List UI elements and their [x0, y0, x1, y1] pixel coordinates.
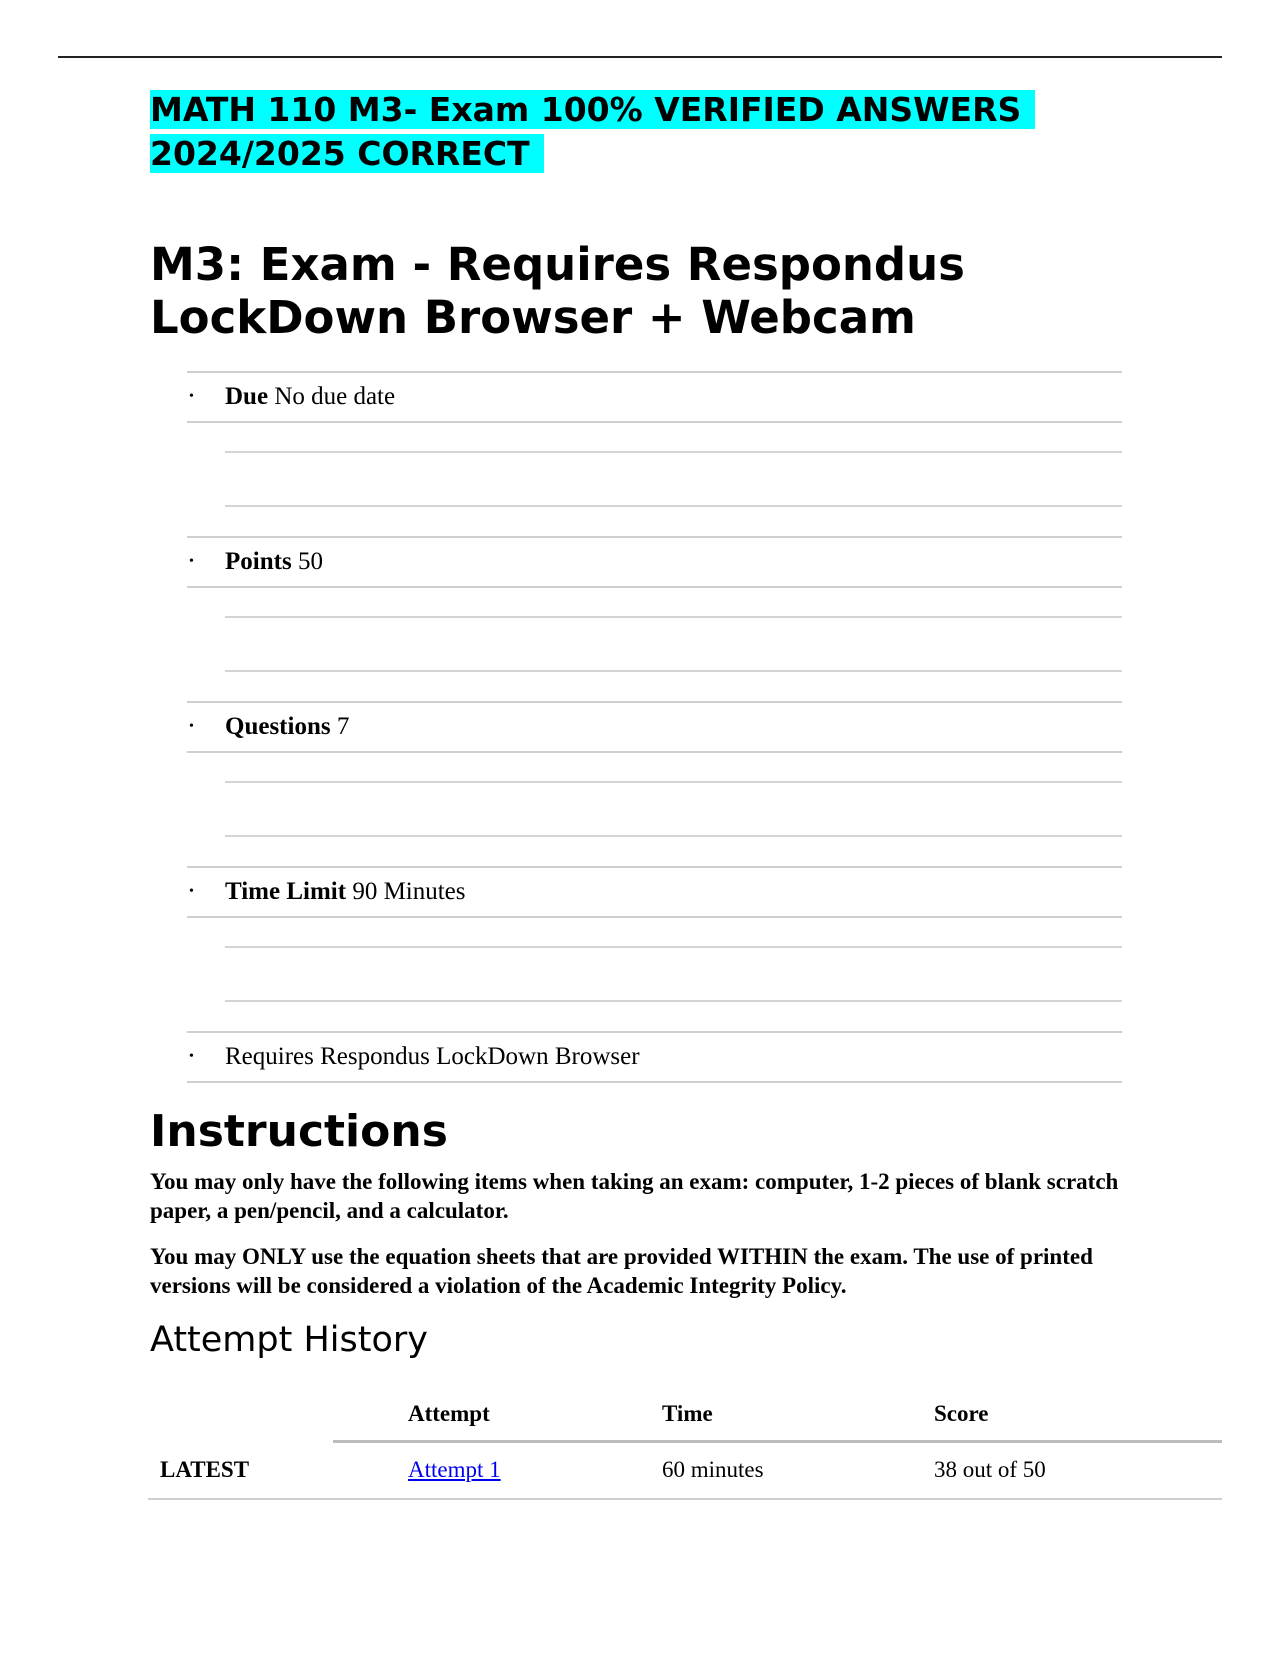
- detail-value: 90 Minutes: [352, 878, 466, 905]
- exam-details-list: [187, 371, 1122, 1083]
- detail-value: No due date: [274, 383, 396, 410]
- detail-label: Questions: [225, 713, 331, 740]
- column-header-score: Score: [934, 1401, 989, 1426]
- detail-time-limit: [187, 866, 1122, 1031]
- column-header-attempt: Attempt: [408, 1401, 490, 1426]
- detail-value: Requires Respondus LockDown Browser: [225, 1043, 640, 1070]
- detail-spacer: [225, 918, 1122, 1031]
- detail-label: Due: [225, 383, 269, 410]
- attempt-time: 60 minutes: [662, 1457, 764, 1482]
- detail-spacer: [225, 423, 1122, 536]
- attempt-link[interactable]: Attempt 1: [408, 1457, 501, 1482]
- bullet-icon: •: [189, 719, 194, 734]
- document-title: [150, 88, 1210, 176]
- attempt-history-table: [148, 1386, 1222, 1498]
- bullet-icon: •: [189, 884, 194, 899]
- document-title-text: MATH 110 M3- Exam 100% VERIFIED ANSWERS 2024/2025 CORRECT: [150, 90, 1035, 173]
- instructions-paragraph: You may only have the following items when taking an exam: computer, 1-2 pieces of blank scratch paper, a pen/pencil, and a calculator.: [150, 1169, 1119, 1223]
- attempt-history-heading: Attempt History: [150, 1320, 428, 1360]
- detail-label: Points: [225, 548, 292, 575]
- detail-spacer: [225, 588, 1122, 701]
- exam-heading: M3: Exam - Requires Respondus LockDown Browser + Webcam: [150, 238, 965, 344]
- column-header-time: Time: [662, 1401, 713, 1426]
- detail-value: 7: [336, 713, 350, 740]
- attempt-status: LATEST: [160, 1457, 250, 1482]
- row-divider: [148, 1498, 1222, 1500]
- detail-due: [187, 371, 1122, 536]
- table-header-row: [148, 1386, 1222, 1442]
- bullet-icon: •: [189, 389, 194, 404]
- detail-spacer: [225, 753, 1122, 866]
- bullet-icon: •: [189, 1049, 194, 1064]
- table-row: [148, 1442, 1222, 1498]
- instructions-paragraph: You may ONLY use the equation sheets that are provided WITHIN the exam. The use of printed versions will be considered a violation of the Academic Integrity Policy.: [150, 1244, 1093, 1298]
- detail-questions: [187, 701, 1122, 866]
- detail-lockdown: [187, 1031, 1122, 1083]
- bullet-icon: •: [189, 554, 194, 569]
- top-rule: [58, 56, 1222, 58]
- instructions-heading: Instructions: [150, 1106, 448, 1157]
- detail-label: Time Limit: [225, 878, 347, 905]
- detail-value: 50: [297, 548, 323, 575]
- attempt-score: 38 out of 50: [934, 1457, 1046, 1482]
- detail-points: [187, 536, 1122, 701]
